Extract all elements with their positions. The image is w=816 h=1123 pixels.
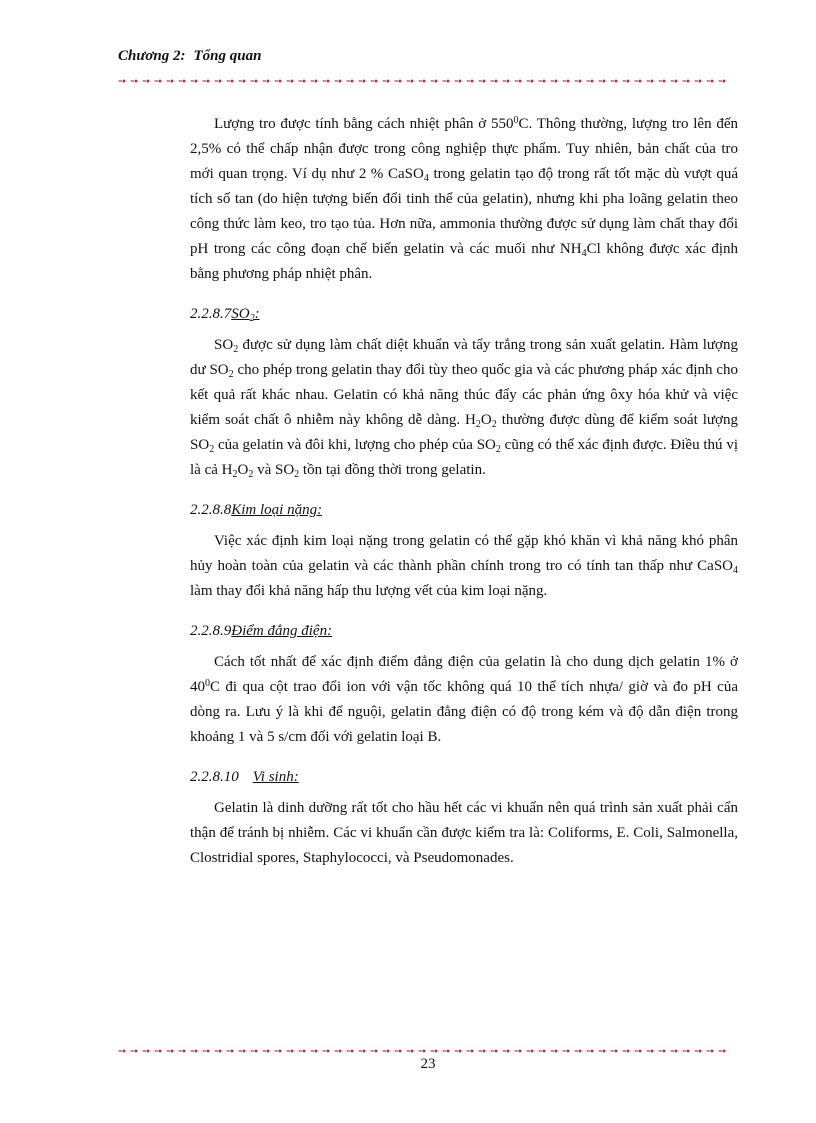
page-body [190,112,738,871]
section-title: Điểm đẳng điện: [231,623,333,639]
section-title: Vi sinh: [252,769,299,785]
footer-divider [118,1048,730,1054]
paragraph-heavy-metals: Việc xác định kim loại nặng trong gelatin có thể gặp khó khăn vì khả năng khó phân hủy hoàn toàn của gelatin và các thành phần chính trong tro có tính tan thấp như CaSO$_4$ làm thay đổi khả năng hấp thu lượng vết của kim loại nặng. [190,533,738,599]
section-number: 2.2.8.7 [190,306,232,322]
section-title: $SO_2$: [231,306,260,324]
section-heading-heavy-metals [190,499,738,521]
page-number: 23 [420,1056,436,1072]
section-heading-microbiology [190,766,738,788]
section-number: 2.2.8.9 [190,623,232,639]
chapter-label: Chương 2: [118,48,186,64]
running-header [118,48,261,65]
section-heading-so2 [190,303,738,325]
header-divider [118,78,730,84]
chapter-title: Tổng quan [193,48,262,64]
paragraph-so2: $SO_2$ được sử dụng làm chất diệt khuẩn và tẩy trắng trong sản xuất gelatin. Hàm lượng dư $SO_2$ cho phép trong gelatin thay đổi tùy theo quốc gia và các phương pháp xác định cho kết quả rất khác nhau. Gelatin có khả năng thúc đẩy các phản ứng ôxy hóa khử và việc kiểm soát chất ô nhiễm này không dễ dàng. $H_2O_2$ thường được dùng để kiểm soát lượng $SO_2$ của gelatin và đôi khi, lượng cho phép của $SO_2$ cũng có thể xác định được. Điều thú vị là cả $H_2O_2$ và $SO_2$ tồn tại đồng thời trong gelatin. [190,337,738,480]
section-title: Kim loại nặng: [231,502,323,518]
section-number: 2.2.8.8 [190,502,232,518]
section-heading-isoelectric-point [190,620,738,642]
paragraph-microbiology: Gelatin là dinh dưỡng rất tốt cho hầu hết các vi khuẩn nên quá trình sản xuất phải cẩn thận để tránh bị nhiễm. Các vi khuẩn cần được kiểm tra là: Coliforms, E. Coli, Salmonella, Clostridial spores, Staphylococci, và Pseudomonades. [190,800,738,866]
section-number: 2.2.8.10 [190,769,239,785]
paragraph-isoelectric-point: Cách tốt nhất để xác định điểm đẳng điện của gelatin là cho dung dịch gelatin 1% ở $40^0C$ đi qua cột trao đổi ion với vận tốc không quá 10 thể tích nhựa/ giờ và đo pH của dòng ra. Lưu ý là khi để nguội, gelatin đẳng điện có độ trong kém và độ dẫn điện trong khoảng 1 và 5 s/cm đối với gelatin loại B. [190,654,738,745]
paragraph-ash: Lượng tro được tính bằng cách nhiệt phân ở $550^0C$. Thông thường, lượng tro lên đến 2,5% có thể chấp nhận được trong công nghiệp thực phẩm. Tuy nhiên, bản chất của tro mới quan trọng. Ví dụ như 2 % CaSO$_4$ trong gelatin tạo độ trong rất tốt mặc dù vượt quá tích số tan (do hiện tượng biến đổi tinh thể của gelatin), nhưng khi pha loãng gelatin theo công thức làm keo, tro tạo tủa. Hơn nữa, ammonia thường được sử dụng làm chất thay đổi pH trong các công đoạn chế biến gelatin và các muối như $NH_4Cl$ không được xác định bằng phương pháp nhiệt phân. [190,115,738,282]
